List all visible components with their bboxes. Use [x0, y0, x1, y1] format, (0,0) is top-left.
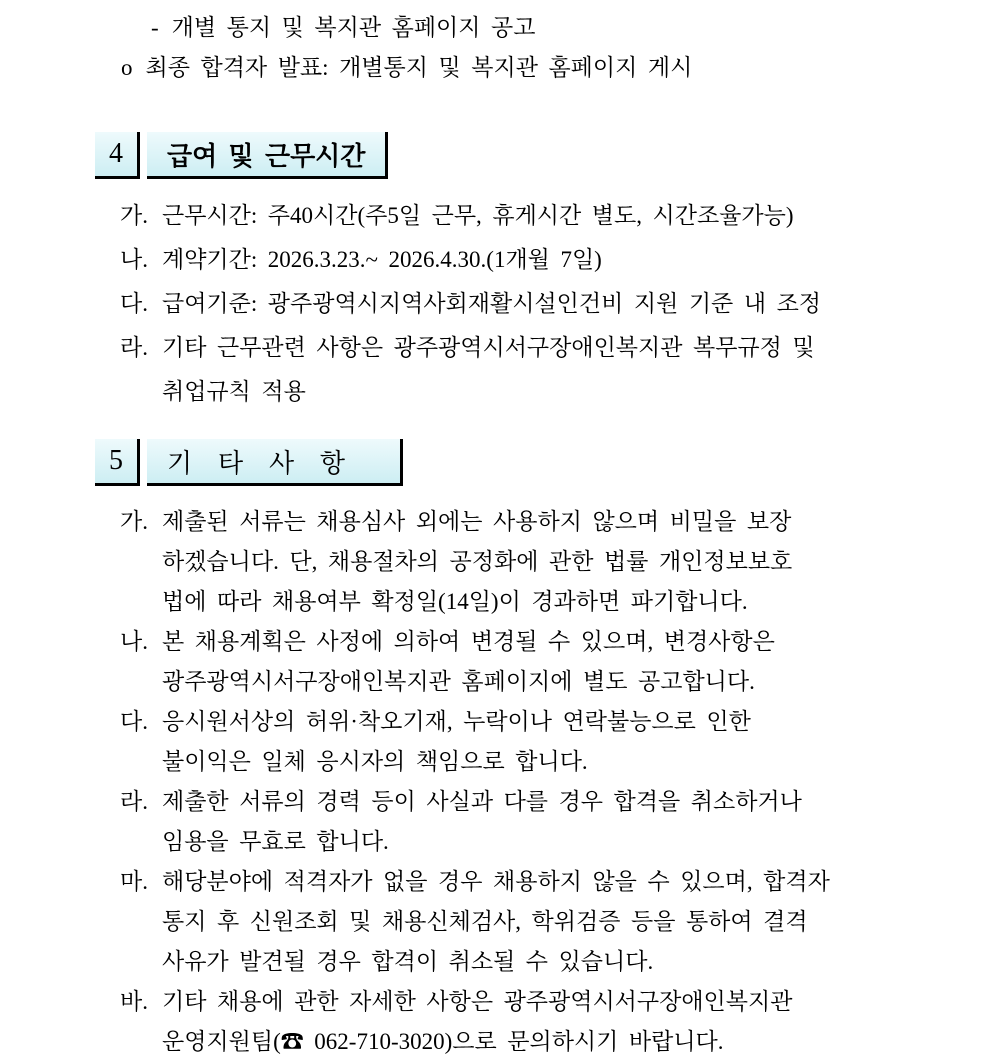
list-item: [120, 702, 992, 782]
item-label: 다.: [120, 709, 148, 734]
item-text-line: 기타 근무관련 사항은 광주광역시서구장애인복지관 복무규정 및: [162, 335, 815, 360]
item-text-line: 통지 후 신원조회 및 채용신체검사, 학위검증 등을 통하여 결격: [162, 909, 808, 934]
list-item: [120, 982, 992, 1062]
item-text-line: 취업규칙 적용: [162, 379, 306, 404]
item-text-line: 법에 따라 채용여부 확정일(14일)이 경과하면 파기합니다.: [162, 589, 748, 614]
item-label: 마.: [120, 869, 148, 894]
item-label: 나.: [120, 247, 148, 272]
list-item: [120, 194, 992, 238]
item-text-line: 광주광역시서구장애인복지관 홈페이지에 별도 공고합니다.: [162, 669, 755, 694]
item-label: 나.: [120, 629, 148, 654]
item-label: 라.: [120, 335, 148, 360]
section-4-body: [120, 194, 992, 414]
item-text-line: 기타 채용에 관한 자세한 사항은 광주광역시서구장애인복지관: [162, 989, 793, 1014]
item-text-line: 하겠습니다. 단, 채용절차의 공정화에 관한 법률 개인정보보호: [162, 549, 793, 574]
intro-line-final-announcement: [121, 48, 992, 88]
list-item: [120, 326, 992, 414]
item-text-line contains-phone: 운영지원팀(☎ 062-710-3020)으로 문의하시기 바랍니다.: [162, 1029, 724, 1054]
list-item: [120, 238, 992, 282]
item-text-line: 계약기간: 2026.3.23.~ 2026.4.30.(1개월 7일): [162, 247, 602, 272]
item-text-line: 본 채용계획은 사정에 의하여 변경될 수 있으며, 변경사항은: [162, 629, 775, 654]
item-text-line: 급여기준: 광주광역시지역사회재활시설인건비 지원 기준 내 조정: [162, 291, 822, 316]
intro-text: 최종 합격자 발표: 개별통지 및 복지관 홈페이지 게시: [145, 55, 693, 80]
item-label: 바.: [120, 989, 148, 1014]
item-label: 가.: [120, 509, 148, 534]
intro-line-notice: [151, 8, 992, 48]
item-text-line: 근무시간: 주40시간(주5일 근무, 휴게시간 별도, 시간조율가능): [162, 203, 794, 228]
item-label: 가.: [120, 203, 148, 228]
section-5-title: 기 타 사 항: [147, 439, 403, 486]
intro-block: [0, 8, 992, 88]
circle-bullet: o: [121, 55, 133, 80]
section-5-number-badge: 5: [95, 439, 140, 486]
item-text-line: 해당분야에 적격자가 없을 경우 채용하지 않을 수 있으며, 합격자: [162, 869, 830, 894]
list-item: [120, 862, 992, 982]
item-text-line: 응시원서상의 허위·착오기재, 누락이나 연락불능으로 인한: [162, 709, 751, 734]
item-text-line: 불이익은 일체 응시자의 책임으로 합니다.: [162, 749, 588, 774]
item-text-line: 제출된 서류는 채용심사 외에는 사용하지 않으며 비밀을 보장: [162, 509, 792, 534]
section-4-header: [95, 132, 992, 179]
list-item: [120, 782, 992, 862]
item-label: 라.: [120, 789, 148, 814]
list-item: [120, 622, 992, 702]
dash-bullet: -: [151, 15, 159, 40]
section-4-number-badge: 4: [95, 132, 140, 179]
section-4-title: 급여 및 근무시간: [147, 132, 388, 179]
list-item: [120, 282, 992, 326]
list-item: [120, 502, 992, 622]
item-text-line: 임용을 무효로 합니다.: [162, 829, 389, 854]
item-label: 다.: [120, 291, 148, 316]
section-5-header: [95, 439, 992, 486]
item-text-line: 제출한 서류의 경력 등이 사실과 다를 경우 합격을 취소하거나: [162, 789, 802, 814]
item-text-line: 사유가 발견될 경우 합격이 취소될 수 있습니다.: [162, 949, 654, 974]
section-5-body: [120, 502, 992, 1062]
intro-text: 개별 통지 및 복지관 홈페이지 공고: [171, 15, 536, 40]
